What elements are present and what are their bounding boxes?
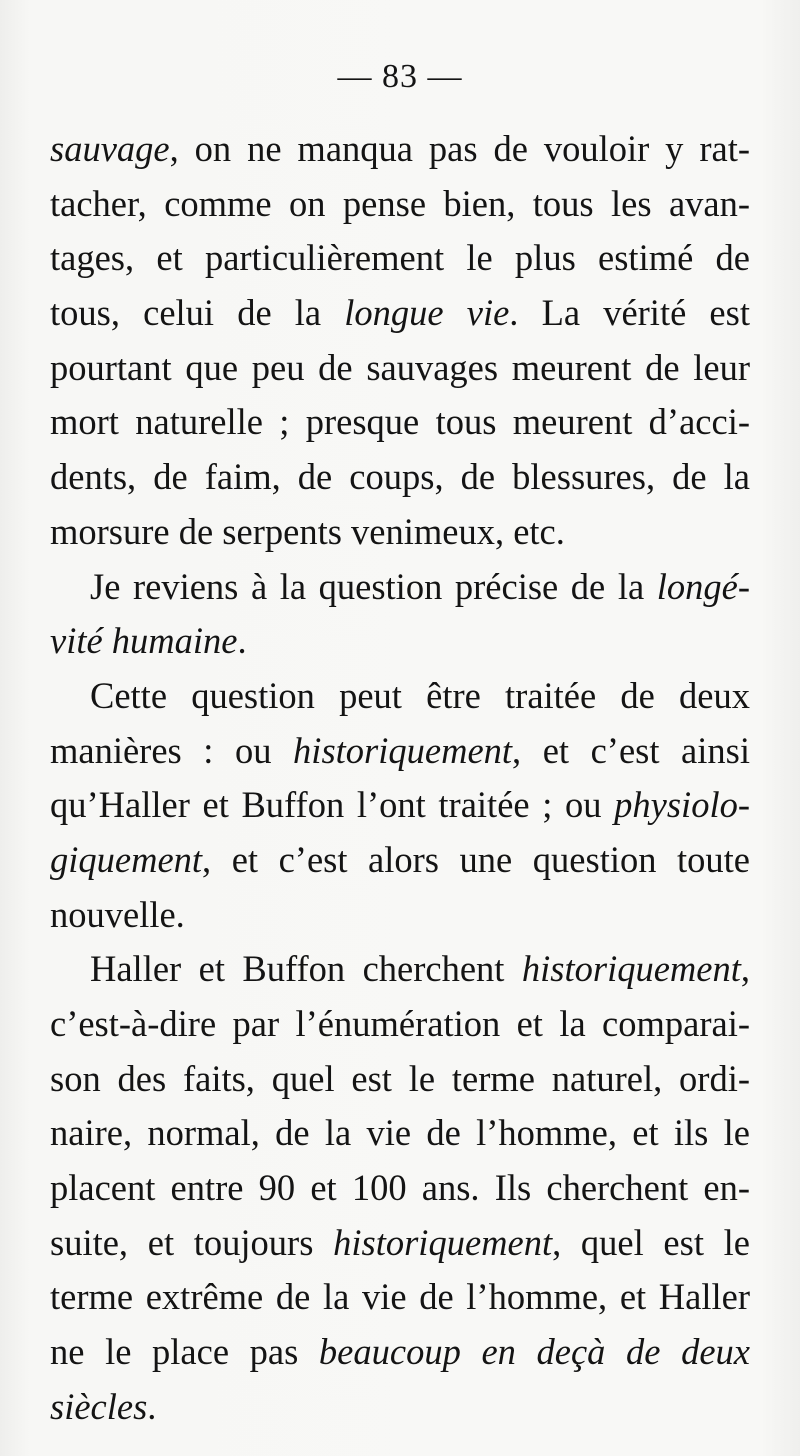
text-line	[50, 450, 750, 505]
text-line	[50, 1325, 750, 1380]
text-run: Je reviens à la question précise de la	[90, 565, 657, 607]
text-run: terme extrême de la vie de l’homme, et Haller	[50, 1276, 750, 1318]
text-run: suite, et toujours	[50, 1221, 334, 1263]
text-line	[50, 1052, 750, 1107]
text-line	[50, 286, 750, 341]
italic-text: longue vie	[344, 292, 510, 334]
text-line	[50, 614, 750, 669]
text-line	[50, 669, 750, 724]
text-line	[50, 177, 750, 232]
text-line	[50, 341, 750, 396]
italic-text: giquement	[50, 838, 203, 880]
italic-text: historiquement	[333, 1221, 553, 1263]
text-line	[50, 888, 750, 943]
text-run: c’est-à-dire par l’énumération et la comparai-	[50, 1003, 750, 1044]
text-run: manières : ou	[50, 729, 294, 771]
text-line	[50, 1216, 750, 1271]
text-run: Cette question peut être traitée de deux	[90, 674, 750, 716]
italic-text: physiolo-	[614, 784, 750, 826]
text-line	[50, 942, 750, 997]
text-run: , on ne manqua pas de vouloir y rat-	[169, 128, 750, 169]
text-run: , et c’est alors une question toute	[202, 838, 750, 880]
text-run: tacher, comme on pense bien, tous les avan-	[50, 182, 750, 224]
text-line	[50, 231, 750, 286]
text-run: Haller et Buffon cherchent	[90, 948, 522, 990]
italic-text: longé-	[656, 565, 750, 607]
text-run: mort naturelle ; presque tous meurent d’acci-	[50, 401, 750, 443]
italic-text: historiquement	[293, 729, 513, 771]
italic-text: siècles	[50, 1385, 148, 1427]
italic-text: vité humaine	[50, 620, 238, 662]
text-run: .	[237, 620, 247, 662]
text-run: pourtant que peu de sauvages meurent de leur	[50, 346, 750, 388]
italic-text: historiquement	[521, 948, 741, 990]
italic-text: sauvage	[50, 128, 170, 169]
text-line	[50, 833, 750, 888]
page-number: — 83 —	[337, 58, 463, 95]
text-line	[50, 560, 750, 615]
text-run: tages, et particulièrement le plus estimé de	[50, 237, 750, 279]
text-run: nouvelle.	[50, 893, 185, 935]
text-line	[50, 1270, 750, 1325]
text-run: tous, celui de la	[50, 292, 345, 334]
text-run: morsure de serpents venimeux, etc.	[50, 510, 565, 552]
text-run: naire, normal, de la vie de l’homme, et ils le	[50, 1112, 750, 1154]
text-line	[50, 1380, 750, 1435]
text-line	[50, 778, 750, 833]
text-run: .	[147, 1385, 157, 1427]
text-line	[50, 395, 750, 450]
text-line	[50, 724, 750, 779]
text-run: ,	[740, 948, 750, 990]
text-line	[50, 505, 750, 560]
italic-text: beaucoup en deçà de deux	[318, 1331, 750, 1373]
text-run: dents, de faim, de coups, de blessures, de la	[50, 456, 750, 498]
text-run: qu’Haller et Buffon l’ont traitée ; ou	[50, 784, 615, 826]
body-text	[50, 122, 750, 1435]
text-line	[50, 997, 750, 1052]
text-run: son des faits, quel est le terme naturel, ordi-	[50, 1057, 750, 1099]
text-line	[50, 1106, 750, 1161]
text-run: , quel est le	[552, 1221, 751, 1263]
text-run: , et c’est ainsi	[512, 729, 750, 771]
text-line	[50, 1161, 750, 1216]
text-run: . La vérité est	[509, 292, 750, 334]
text-line	[50, 122, 750, 177]
text-run: placent entre 90 et 100 ans. Ils cherchent en-	[50, 1167, 750, 1209]
text-run: ne le place pas	[50, 1331, 319, 1373]
